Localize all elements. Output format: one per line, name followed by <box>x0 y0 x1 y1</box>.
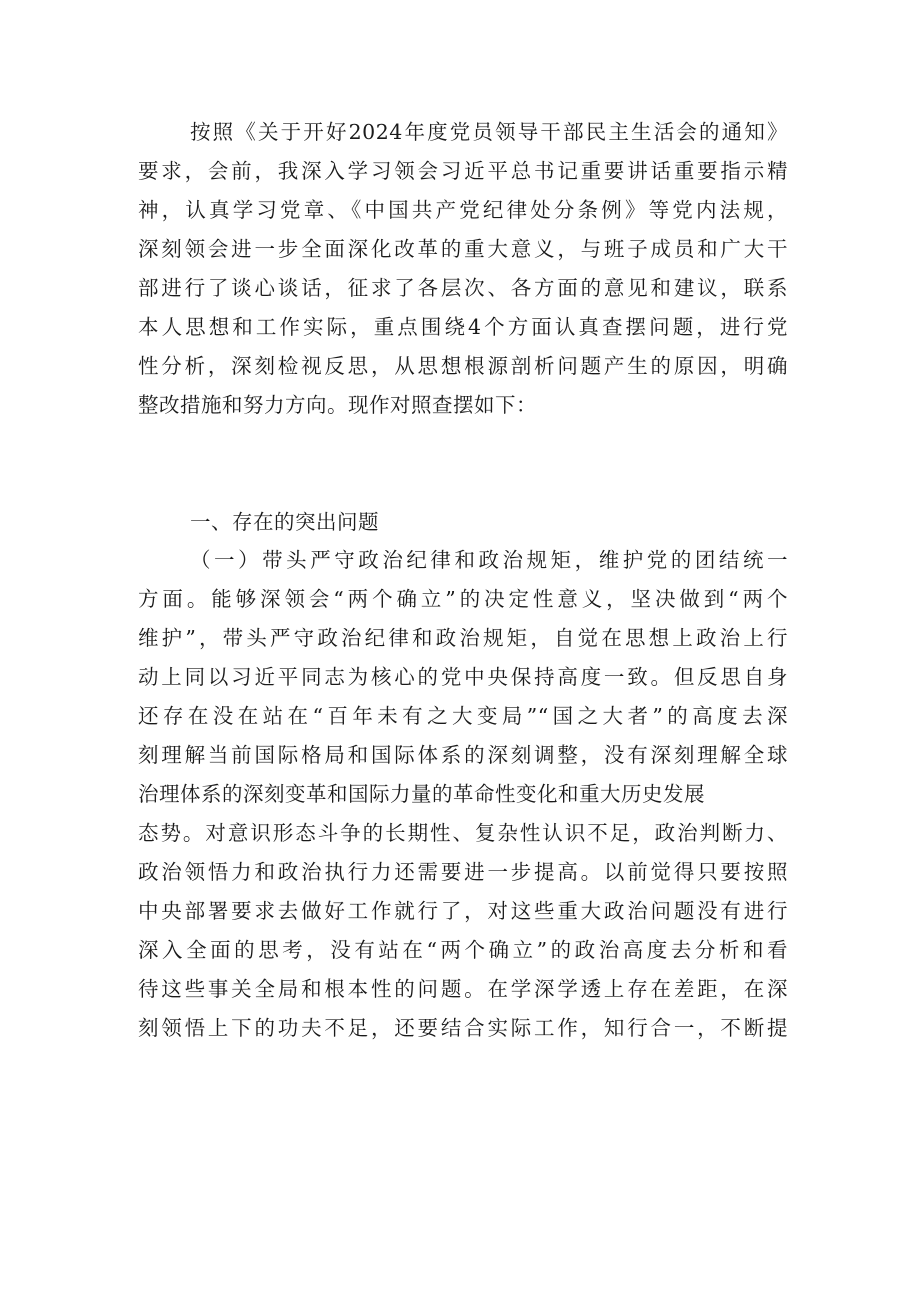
paragraph-line: 中央部署要求去做好工作就行了，对这些重大政治问题没有进行 <box>138 899 788 923</box>
intro-paragraph <box>138 118 788 430</box>
paragraph-line: 动上同以习近平同志为核心的党中央保持高度一致。但反思自身 <box>138 665 788 689</box>
section-paragraph <box>138 546 788 1053</box>
paragraph-line: 本人思想和工作实际，重点围绕4个方面认真查摆问题，进行党 <box>138 315 788 339</box>
paragraph-line: 态势。对意识形态斗争的长期性、复杂性认识不足，政治判断力、 <box>138 821 788 845</box>
paragraph-line: 刻领悟上下的功夫不足，还要结合实际工作，知行合一，不断提 <box>138 1016 788 1040</box>
paragraph-line: 维护”，带头严守政治纪律和政治规矩，自觉在思想上政治上行 <box>138 626 788 650</box>
paragraph-line: 政治领悟力和政治执行力还需要进一步提高。以前觉得只要按照 <box>138 860 788 884</box>
paragraph-line: 刻理解当前国际格局和国际体系的深刻调整，没有深刻理解全球 <box>138 743 788 767</box>
paragraph-line: 治理体系的深刻变革和国际力量的革命性变化和重大历史发展 <box>138 782 705 806</box>
paragraph-line: 神，认真学习党章、《中国共产党纪律处分条例》等党内法规， <box>138 198 788 222</box>
paragraph-line: 深刻领会进一步全面深化改革的重大意义，与班子成员和广大干 <box>138 237 788 261</box>
paragraph-line: 深入全面的思考，没有站在“两个确立”的政治高度去分析和看 <box>138 938 788 962</box>
paragraph-line: 要求，会前，我深入学习领会习近平总书记重要讲话重要指示精 <box>138 159 788 183</box>
paragraph-line: 还存在没在站在“百年未有之大变局”“国之大者”的高度去深 <box>138 704 788 728</box>
section-heading-text: 一、存在的突出问题 <box>190 510 379 534</box>
paragraph-line: 按照《关于开好2024年度党员领导干部民主生活会的通知》 <box>190 120 788 144</box>
section-heading <box>138 508 788 537</box>
paragraph-line: 部进行了谈心谈话，征求了各层次、各方面的意见和建议，联系 <box>138 276 788 300</box>
paragraph-line: 性分析，深刻检视反思，从思想根源剖析问题产生的原因，明确 <box>138 354 788 378</box>
paragraph-line: 整改措施和努力方向。现作对照查摆如下： <box>138 393 537 417</box>
paragraph-line: 待这些事关全局和根本性的问题。在学深学透上存在差距，在深 <box>138 977 788 1001</box>
paragraph-line: 方面。能够深领会“两个确立”的决定性意义，坚决做到“两个 <box>138 587 788 611</box>
paragraph-line: （一）带头严守政治纪律和政治规矩，维护党的团结统一 <box>190 548 788 572</box>
